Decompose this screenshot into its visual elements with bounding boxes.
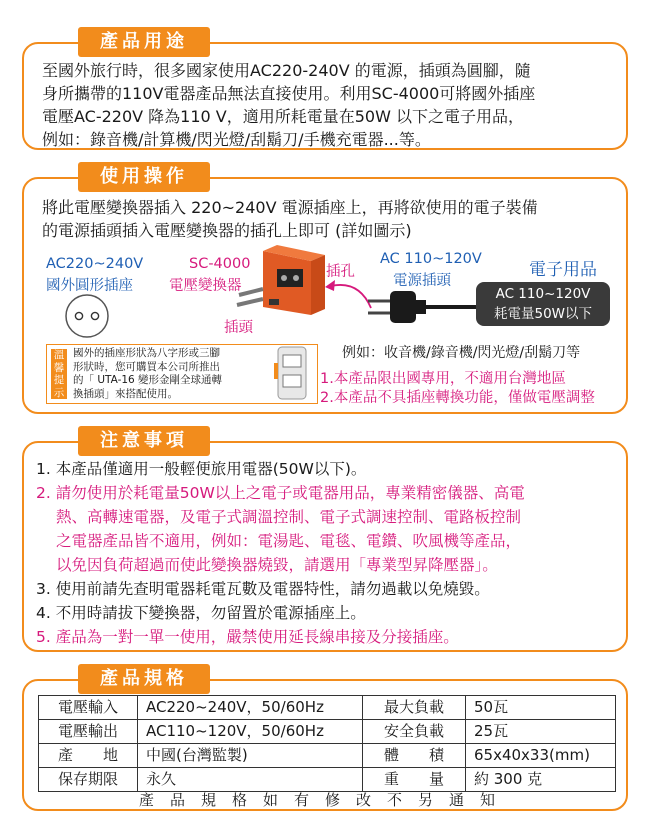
tip-badge-char: 示: [53, 386, 65, 399]
tip-badge-char: 溫: [53, 349, 65, 361]
caution-line-4: 4. 不用時請拔下變換器，勿留置於電源插座上。: [36, 604, 366, 622]
spec-value: AC220~240V，50/60Hz: [138, 696, 363, 720]
note-1: 1.本產品限出國專用，不適用台灣地區: [320, 371, 566, 387]
example-text: 例如：收音機/錄音機/閃光燈/刮鬍刀等: [342, 345, 581, 361]
cautions-section: [22, 441, 628, 652]
tip-badge-char: 馨: [53, 361, 65, 374]
caution-line-2d: 以免因負荷超過而使此變換器燒毀，請選用「專業型昇降壓器」。: [56, 556, 498, 574]
table-row: [39, 696, 616, 720]
table-row: [39, 744, 616, 768]
usage-line-1: 將此電壓變換器插入 220~240V 電源插座上，再將欲使用的電子裝備: [42, 198, 538, 217]
socket-label-2: 國外圓形插座: [46, 278, 133, 294]
purpose-line-1: 至國外旅行時，很多國家使用AC220-240V 的電源，插頭為圓腳，隨: [42, 61, 531, 80]
tip-line-2: 形狀時，您可購買本公司所推出: [73, 360, 220, 373]
spec-value: 50瓦: [466, 696, 616, 720]
caution-line-5: 5. 產品為一對一單一使用，嚴禁使用延長線串接及分接插座。: [36, 628, 459, 646]
spec-label: 安全負載: [363, 720, 466, 744]
spec-label: 體 積: [363, 744, 466, 768]
spec-label: 產 地: [39, 744, 138, 768]
spec-footer: 產品規格如有修改不另通知: [138, 791, 511, 809]
prongs-label: 插頭: [224, 320, 253, 336]
table-row: [39, 768, 616, 792]
caution-line-3: 3. 使用前請先查明電器耗電瓦數及電器特性，請勿過載以免燒毀。: [36, 580, 490, 598]
spec-table: [38, 695, 616, 792]
socket-label-1: AC220~240V: [46, 256, 144, 272]
plug-label-2: 電源插頭: [393, 273, 451, 289]
spec-label: 最大負載: [363, 696, 466, 720]
converter-label-1: SC-4000: [189, 256, 251, 272]
round-socket-icon: [64, 293, 110, 339]
converter-icon: [207, 245, 327, 325]
table-row: [39, 720, 616, 744]
purpose-title: 產品用途: [78, 27, 210, 57]
spec-value: 永久: [138, 768, 363, 792]
caution-line-2c: 之電器產品皆不適用，例如：電湯匙、電毯、電鑽、吹風機等產品，: [56, 532, 522, 550]
usage-title: 使用操作: [78, 162, 210, 192]
tip-line-3: 的「 UTA-16 變形金剛全球通轉: [73, 374, 223, 386]
jack-label: 插孔: [326, 264, 355, 280]
purpose-section: [22, 42, 628, 150]
travel-adapter-icon: [272, 343, 312, 403]
spec-label: 電壓輸出: [39, 720, 138, 744]
device-line-1: AC 110~120V: [495, 286, 591, 302]
specs-section: [22, 679, 628, 811]
spec-label: 電壓輸入: [39, 696, 138, 720]
plug-icon: [360, 283, 480, 333]
usage-line-2: 的電源插頭插入電壓變換器的插孔上即可 (詳如圖示): [42, 221, 412, 240]
spec-value: 25瓦: [466, 720, 616, 744]
tip-badge: [51, 349, 67, 399]
spec-label: 保存期限: [39, 768, 138, 792]
tip-line-4: 換插頭」來搭配使用。: [73, 387, 178, 400]
spec-value: AC110~120V，50/60Hz: [138, 720, 363, 744]
spec-value: 65x40x33(mm): [466, 744, 616, 768]
purpose-line-4: 例如：錄音機/計算機/閃光燈/刮鬍刀/手機充電器...等。: [42, 130, 431, 149]
purpose-line-3: 電壓AC-220V 降為110 V，適用所耗電量在50W 以下之電子用品，: [42, 107, 525, 126]
purpose-line-2: 身所攜帶的110V電器產品無法直接使用。利用SC-4000可將國外插座: [42, 84, 536, 103]
caution-line-1: 1. 本產品僅適用一般輕便旅用電器(50W以下)。: [36, 460, 367, 478]
spec-value: 中國(台灣監製): [138, 744, 363, 768]
plug-label-1: AC 110~120V: [380, 251, 482, 267]
device-line-2: 耗電量50W以下: [493, 306, 593, 322]
specs-title: 產品規格: [78, 664, 210, 694]
device-box: [476, 282, 610, 326]
tip-line-1: 國外的插座形狀為八字形或三腳: [73, 347, 220, 359]
usage-section: [22, 177, 628, 414]
spec-value: 約 300 克: [466, 768, 616, 792]
cautions-title: 注意事項: [78, 426, 210, 456]
caution-line-2b: 熱、高轉速電器，及電子式調溫控制、電子式調速控制、電路板控制: [56, 508, 522, 526]
caution-line-2: 2. 請勿使用於耗電量50W以上之電子或電器用品，專業精密儀器、高電: [36, 484, 525, 502]
device-title: 電子用品: [529, 260, 597, 280]
converter-label-2: 電壓變換器: [169, 278, 242, 294]
note-2: 2.本產品不具插座轉換功能，僅做電壓調整: [320, 390, 595, 406]
tip-badge-char: 提: [53, 374, 65, 386]
spec-label: 重 量: [363, 768, 466, 792]
